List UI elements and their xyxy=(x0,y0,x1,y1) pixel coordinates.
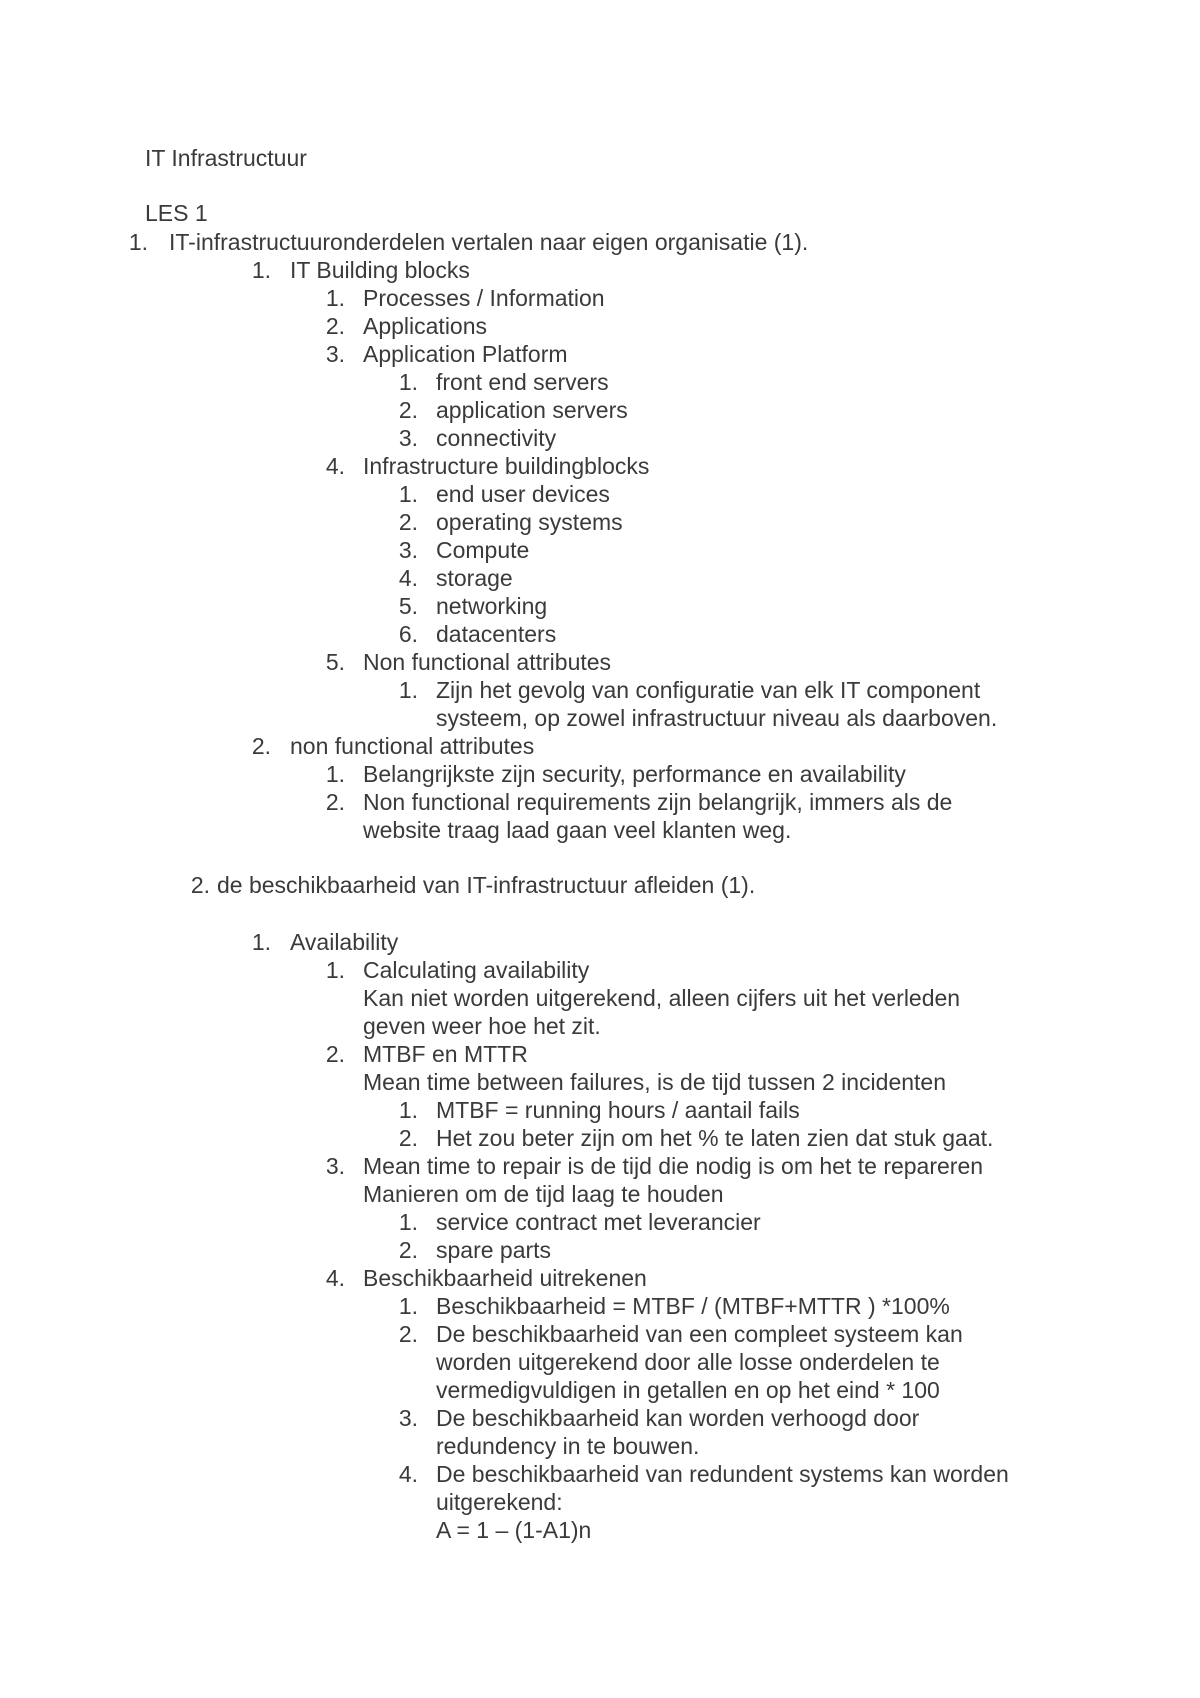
list-item-text: application servers xyxy=(436,397,628,423)
list-item-number: 1. xyxy=(398,677,418,703)
list-item-number: 2. xyxy=(398,1125,418,1151)
list-item-text: geven weer hoe het zit. xyxy=(363,1013,601,1039)
list-item-number: 3. xyxy=(398,1405,418,1431)
list-item-number: 2. xyxy=(398,1321,418,1347)
list-item-text: IT Building blocks xyxy=(290,257,470,283)
list-item-number: 1. xyxy=(398,1209,418,1235)
list-item-number: 1. xyxy=(325,285,345,311)
list-item-text: Mean time to repair is de tijd die nodig is om het te repareren xyxy=(363,1153,984,1179)
list-item-text: datacenters xyxy=(436,621,557,647)
list-item-text: Applications xyxy=(363,313,488,339)
lesson-heading-text: LES 1 xyxy=(145,200,208,226)
document-title xyxy=(145,144,307,172)
list-item-number: 4. xyxy=(325,453,345,479)
list-item-number: 4. xyxy=(398,1461,418,1487)
list-item-text: de beschikbaarheid van IT-infrastructuur afleiden (1). xyxy=(217,872,756,898)
list-item-text: vermedigvuldigen in getallen en op het eind * 100 xyxy=(436,1377,940,1403)
list-item-number: 2. xyxy=(190,872,210,898)
list-item-text: De beschikbaarheid van een compleet systeem kan xyxy=(436,1321,963,1347)
list-item-text: Application Platform xyxy=(363,341,568,367)
list-item-number: 1. xyxy=(398,1097,418,1123)
list-item-number: 1. xyxy=(251,257,271,283)
lesson-heading xyxy=(145,199,208,227)
list-item-text: A = 1 – (1-A1)n xyxy=(436,1517,592,1543)
list-item-number: 3. xyxy=(325,341,345,367)
list-item-text: website traag laad gaan veel klanten weg. xyxy=(363,817,792,843)
list-item-number: 1. xyxy=(128,229,148,255)
list-item-number: 3. xyxy=(325,1153,345,1179)
list-item-text: Kan niet worden uitgerekend, alleen cijfers uit het verleden xyxy=(363,985,961,1011)
list-item-number: 5. xyxy=(325,649,345,675)
list-item-text: Mean time between failures, is de tijd tussen 2 incidenten xyxy=(363,1069,946,1095)
list-item-number: 1. xyxy=(325,957,345,983)
list-item-number: 5. xyxy=(398,593,418,619)
list-item-number: 1. xyxy=(251,929,271,955)
list-item-text: Manieren om de tijd laag te houden xyxy=(363,1181,724,1207)
list-item-number: 1. xyxy=(398,1293,418,1319)
list-item-number: 3. xyxy=(398,537,418,563)
list-item-text: Availability xyxy=(290,929,399,955)
list-item-text: front end servers xyxy=(436,369,609,395)
list-item-text: Non functional requirements zijn belangrijk, immers als de xyxy=(363,789,953,815)
list-item-text: Belangrijkste zijn security, performance en availability xyxy=(363,761,906,787)
list-item-text: De beschikbaarheid kan worden verhoogd door xyxy=(436,1405,920,1431)
list-item-number: 2. xyxy=(325,313,345,339)
list-item-number: 4. xyxy=(398,565,418,591)
list-item-number: 2. xyxy=(325,789,345,815)
document-title-text: IT Infrastructuur xyxy=(145,145,307,171)
list-item-text: worden uitgerekend door alle losse onderdelen te xyxy=(436,1349,940,1375)
list-item-text: Processes / Information xyxy=(363,285,605,311)
list-item-number: 1. xyxy=(398,369,418,395)
list-item-number: 2. xyxy=(398,397,418,423)
list-item-text: systeem, op zowel infrastructuur niveau als daarboven. xyxy=(436,705,998,731)
list-item-text: spare parts xyxy=(436,1237,552,1263)
list-item-number: 6. xyxy=(398,621,418,647)
list-item-number: 2. xyxy=(398,509,418,535)
list-item-text: service contract met leverancier xyxy=(436,1209,761,1235)
list-item-text: Zijn het gevolg van configuratie van elk IT component xyxy=(436,677,981,703)
list-item-text: networking xyxy=(436,593,548,619)
list-item-text: Beschikbaarheid uitrekenen xyxy=(363,1265,647,1291)
list-item-text: De beschikbaarheid van redundent systems kan worden xyxy=(436,1461,1009,1487)
list-item-text: storage xyxy=(436,565,513,591)
list-item-text: Compute xyxy=(436,537,530,563)
list-item-text: non functional attributes xyxy=(290,733,535,759)
list-item-text: Beschikbaarheid = MTBF / (MTBF+MTTR ) *100% xyxy=(436,1293,950,1319)
list-item-text: IT-infrastructuuronderdelen vertalen naar eigen organisatie (1). xyxy=(169,229,809,255)
list-item-number: 2. xyxy=(398,1237,418,1263)
list-item-number: 2. xyxy=(251,733,271,759)
list-item-text: Non functional attributes xyxy=(363,649,612,675)
list-item-number: 4. xyxy=(325,1265,345,1291)
list-item-text: MTBF = running hours / aantail fails xyxy=(436,1097,800,1123)
list-item-number: 2. xyxy=(325,1041,345,1067)
list-item-number: 1. xyxy=(398,481,418,507)
list-item-text: end user devices xyxy=(436,481,610,507)
list-item-text: operating systems xyxy=(436,509,623,535)
list-item-text: Het zou beter zijn om het % te laten zien dat stuk gaat. xyxy=(436,1125,994,1151)
list-item-text: connectivity xyxy=(436,425,557,451)
list-item-text: redundency in te bouwen. xyxy=(436,1433,700,1459)
list-item-text: Calculating availability xyxy=(363,957,590,983)
list-item-text: Infrastructure buildingblocks xyxy=(363,453,650,479)
list-item-text: uitgerekend: xyxy=(436,1489,563,1515)
list-item-number: 3. xyxy=(398,425,418,451)
list-item-number: 1. xyxy=(325,761,345,787)
list-item-text: MTBF en MTTR xyxy=(363,1041,528,1067)
